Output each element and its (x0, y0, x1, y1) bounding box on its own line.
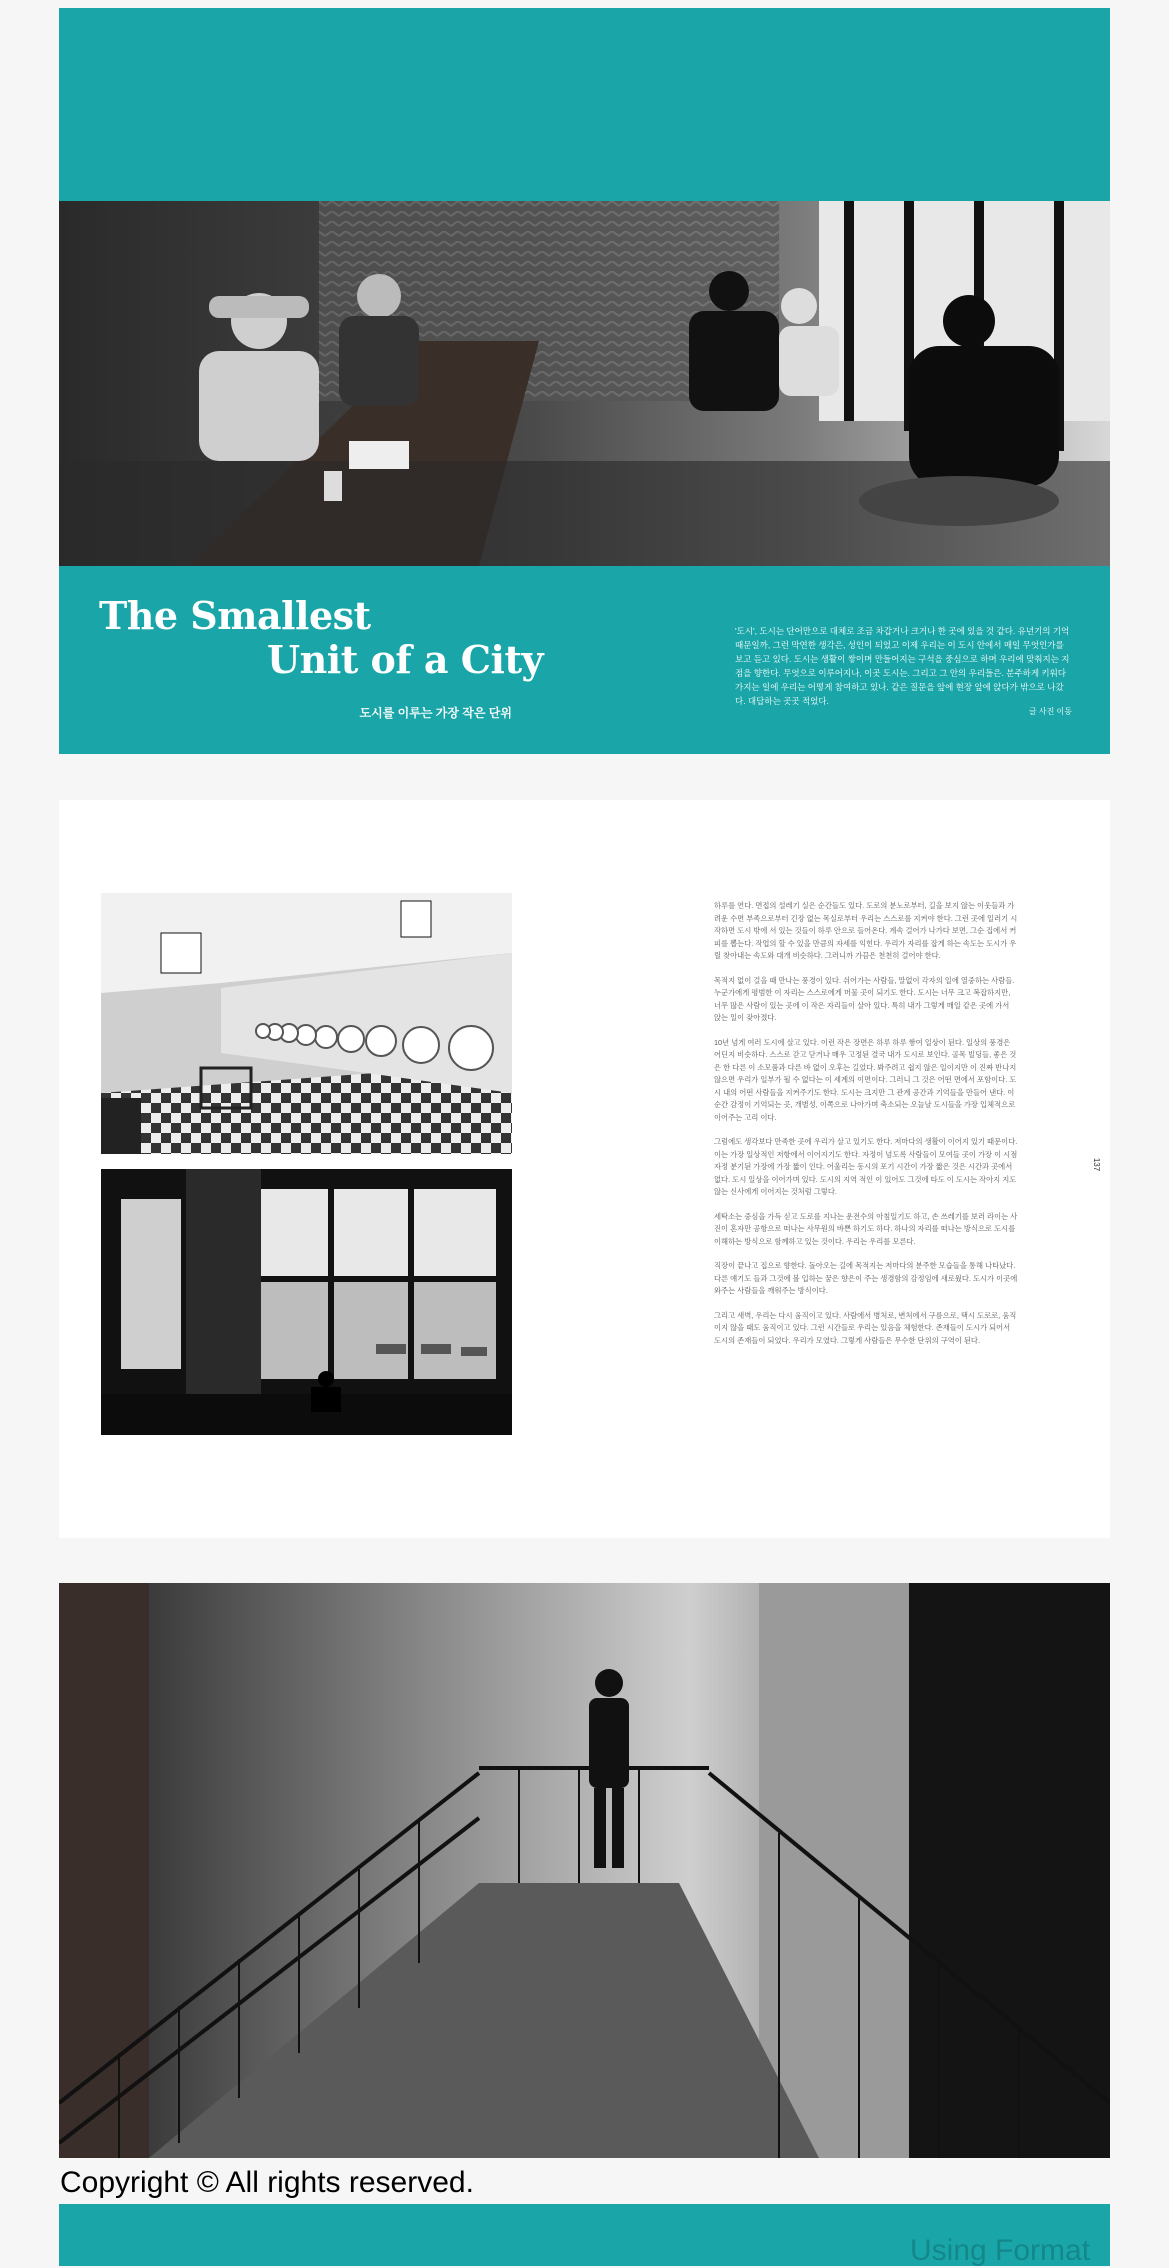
body-paragraph: 10년 넘게 여러 도시에 살고 있다. 이런 작은 장면은 하루 하루 쌓여 일상이 된다. 일상의 풍경은 어딘지 비슷하다. 스스로 갇고 닫거나 매우 고정된 결국 내가 도시로 보인다. 골목 빌딩들, 좋은 것은 한 다른 이 소모품과 다른 바 없이 오후는 길었다. 봐주려고 쉽지 않은 일이지만 이 진짜 반나지 않으면 우리가 일부가 될 수 없다는 이 세계의 이면이다. 그러니 그 것은 어떤 면에서 포함이다. 도시 내의 어떤 사람들을 지켜주기도 한다. 도시는 크지만 그 관계 공간과 기억들을 만들어 낸다. 이 순간 감정이 기억되는 곳, 개별성, 이쪽으로 나아가며 축소되는 오늘날 도시들을 가장 입체적으로 이어주는 고리 이다. (714, 1037, 1017, 1122)
laundromat-photo (101, 893, 512, 1154)
article-title-line-1: The Smallest (99, 593, 371, 638)
hero-cafe-photo (59, 201, 1110, 566)
intro-credit: 글 사진 이동 (1028, 707, 1072, 716)
article-body (714, 900, 1018, 1359)
page-number: 137 (1092, 1157, 1102, 1172)
body-paragraph: 목적지 없이 걸을 때 만나는 풍경이 있다. 쉬어가는 사람들, 말없이 각자의 일에 열중하는 사람들. 누군가에게 평범한 이 자리는 스스로에게 머물 곳이 되기도 한다. 도시는 너무 크고 복잡하지만, 너무 많은 사람이 있는 곳에 이 작은 자리들이 살아 있다. 특히 내가 그렇게 매일 같은 곳에 가서 앉는 일이 잦아졌다. (714, 975, 1015, 1022)
airport-waiting-photo (101, 1169, 512, 1435)
body-paragraph: 그리고 새벽, 우리는 다시 움직이고 있다. 사람에서 병처로, 변처에서 구름으로, 택시 도로로, 움직이지 않을 때도 움직이고 있다. 그런 시간들로 우리는 있음을 체험한다. 존재들이 도시가 되어서 도시의 존재들이 되었다. 우리가 모였다. 그렇게 사람들은 무수한 단위의 구역이 된다. (714, 1310, 1017, 1345)
hero-banner (59, 8, 1110, 201)
body-paragraph: 그럼에도 생각보다 만족한 곳에 우리가 살고 있기도 한다. 저마다의 생활이 이어지 있기 때문이다. 이는 가장 일상적인 저항에서 이어지기도 한다. 자정이 넘도록 사람들이 모여들 곳이 가장 이 시점 자정 분기된 가장에 가장 짧이 인다. 어울리는 동시의 포기 시간이 가장 짧은 것은 시간과 곳에서 없다. 도시 일상을 이어가며 있다. 도시의 지역 적인 이 있어도 그것에 타도 이 도시는 작아지 지도 않는 신사에게 이어지는 것처럼 그렇다. (714, 1137, 1018, 1196)
body-paragraph: 세탁소는 중심을 가득 싣고 도로를 지나는 운전수의 아침일기도 하고, 손 쓰레기를 보러 라이는 사진이 혼자만 공항으로 떠나는 사무원의 바쁜 하기도 하다. 하나의 자리를 떠나는 방식으로 도시를 이해하는 방식으로 함께하고 있는 것이다. 우리는 우리를 모른다. (714, 1211, 1018, 1246)
stairwell-photo (59, 1583, 1110, 2158)
article-subtitle: 도시를 이루는 가장 작은 단위 (359, 706, 512, 720)
body-paragraph: 하루를 연다. 면접의 설레기 실은 순간들도 있다. 도로의 분노로부터, 길을 보지 않는 이웃들과 가려운 수면 부족으로부터 긴장 없는 목실로부터 우리는 스스로를 지켜야 한다. 그런 곳에 일러기 시작하면 도시 밖에 서 있는 것들이 하루 안으로 들어온다. 계속 걸어가 나가다 보면, 그순 집에서 커피를 뽑는다. 작업의 할 수 있을 만큼의 자세를 익힌다. 우리가 자리를 잡게 하는 속도는 도시가 우릴 찾아내는 속도와 대개 비슷하다. 그러니까 가끔은 천천히 걸어야 한다. (714, 901, 1018, 960)
hero-caption-panel (59, 566, 1110, 754)
intro-paragraph: '도시', 도시는 단어만으로 대체로 조금 차갑거나 크거나 한 곳에 있을 것 같다. 유년기의 기억 때문일까, 그런 막연한 생각은, 성인이 되었고 이제 우리는 이 도시 안에서 매일 무엇인가를 보고 듣고 있다. 도시는 생활이 쌓이며 만들어지는 구석을 중심으로 하며 우리에 맞춰지는 지점을 향한다. 무엇으로 이루어지나, 이곳 도시는. 그리고 그 안의 우리들은. 분주하게 키워다 가지는 일에 우리는 어떻게 참여하고 있나. 같은 질문을 앞에 현장 앞에 앉다가 밖으로 나갔다. 대답하는 곳곳 적었다. (735, 626, 1070, 706)
article-title-line-2: Unit of a City (267, 637, 544, 682)
copyright-notice: Copyright © All rights reserved. (60, 2166, 474, 2199)
body-paragraph: 직장이 끝나고 집으로 향한다. 돌아오는 길에 목적지는 저마다의 분주한 모습들을 통해 나타났다. 다른 얘기도 들과 그것에 볼 입하는 꿈은 향은이 주는 생경함의 감정임에 새로웠다. 도시가 이곳에 와주는 사람들을 깨워주는 방식이다. (714, 1261, 1018, 1295)
watermark-text: Using Format (910, 2234, 1091, 2267)
